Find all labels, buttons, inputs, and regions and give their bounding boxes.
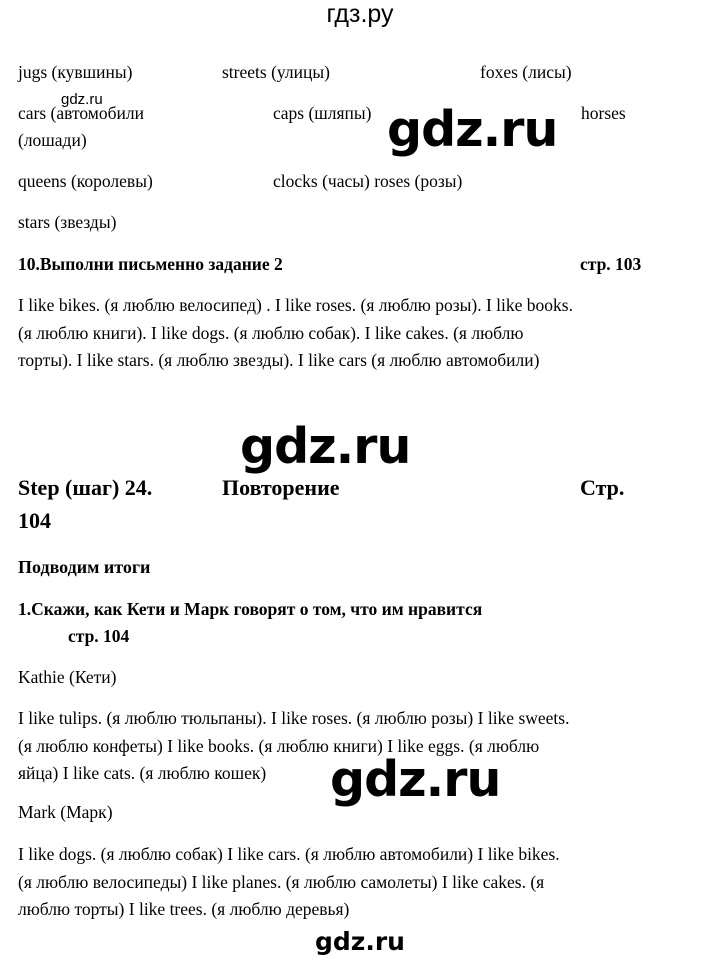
word-stars: stars (звезды) [18, 212, 117, 232]
word-foxes: foxes (лисы) [480, 62, 572, 82]
task1-title: 1.Скажи, как Кети и Марк говорят о том, что им нравится [18, 599, 483, 619]
word-jugs: jugs (кувшины) [18, 62, 133, 82]
task1-page: стр. 104 [68, 626, 130, 646]
watermark-large: gdz.ru [330, 751, 501, 808]
watermark-large: gdz.ru [387, 101, 558, 158]
mark-line-3: люблю торты) I like trees. (я люблю деревья) [18, 899, 350, 919]
step-title: Повторение [222, 475, 340, 500]
word-queens: queens (королевы) [18, 171, 153, 191]
kathie-line-2: (я люблю конфеты) I like books. (я люблю книги) I like eggs. (я люблю [18, 735, 540, 756]
task10-page: стр. 103 [580, 254, 642, 274]
mark-line-2: (я люблю велосипеды) I like planes. (я люблю самолеты) I like cakes. (я [18, 871, 545, 892]
step-label: Step (шаг) 24. [18, 475, 153, 500]
word-clocks-roses: clocks (часы) roses (розы) [273, 171, 463, 191]
kathie-line-1: I like tulips. (я люблю тюльпаны). I like roses. (я люблю розы) I like sweets. [18, 708, 570, 728]
site-header: гдз.ру [326, 0, 394, 28]
task10-title: 10.Выполни письменно задание 2 [18, 254, 283, 274]
kathie-name: Kathie (Кети) [18, 667, 117, 687]
word-cars: cars (автомобили [18, 103, 144, 123]
footer-watermark: gdz.ru [315, 927, 405, 956]
summary-heading: Подводим итоги [18, 557, 151, 577]
step-page-number: 104 [18, 508, 51, 533]
word-horses: horses [581, 103, 626, 123]
task10-line-2: (я люблю книги). I like dogs. (я люблю собак). I like cakes. (я люблю [18, 322, 524, 343]
step-page-prefix: Стр. [580, 475, 625, 500]
watermark-small: gdz.ru [61, 91, 103, 108]
mark-line-1: I like dogs. (я люблю собак) I like cars. (я люблю автомобили) I like bikes. [18, 844, 560, 864]
word-streets: streets (улицы) [222, 62, 330, 82]
task10-line-3: торты). I like stars. (я люблю звезды). I like cars (я люблю автомобили) [18, 350, 540, 370]
word-caps: caps (шляпы) [273, 103, 372, 123]
task10-answer [18, 292, 678, 375]
word-horses-translation: (лошади) [18, 130, 87, 150]
watermark-large: gdz.ru [240, 418, 411, 475]
task10-line-1: I like bikes. (я люблю велосипед) . I like roses. (я люблю розы). I like books. [18, 295, 573, 315]
kathie-line-3: яйца) I like cats. (я люблю кошек) [18, 763, 267, 783]
mark-name: Mark (Марк) [18, 802, 113, 822]
mark-answer [18, 841, 678, 924]
